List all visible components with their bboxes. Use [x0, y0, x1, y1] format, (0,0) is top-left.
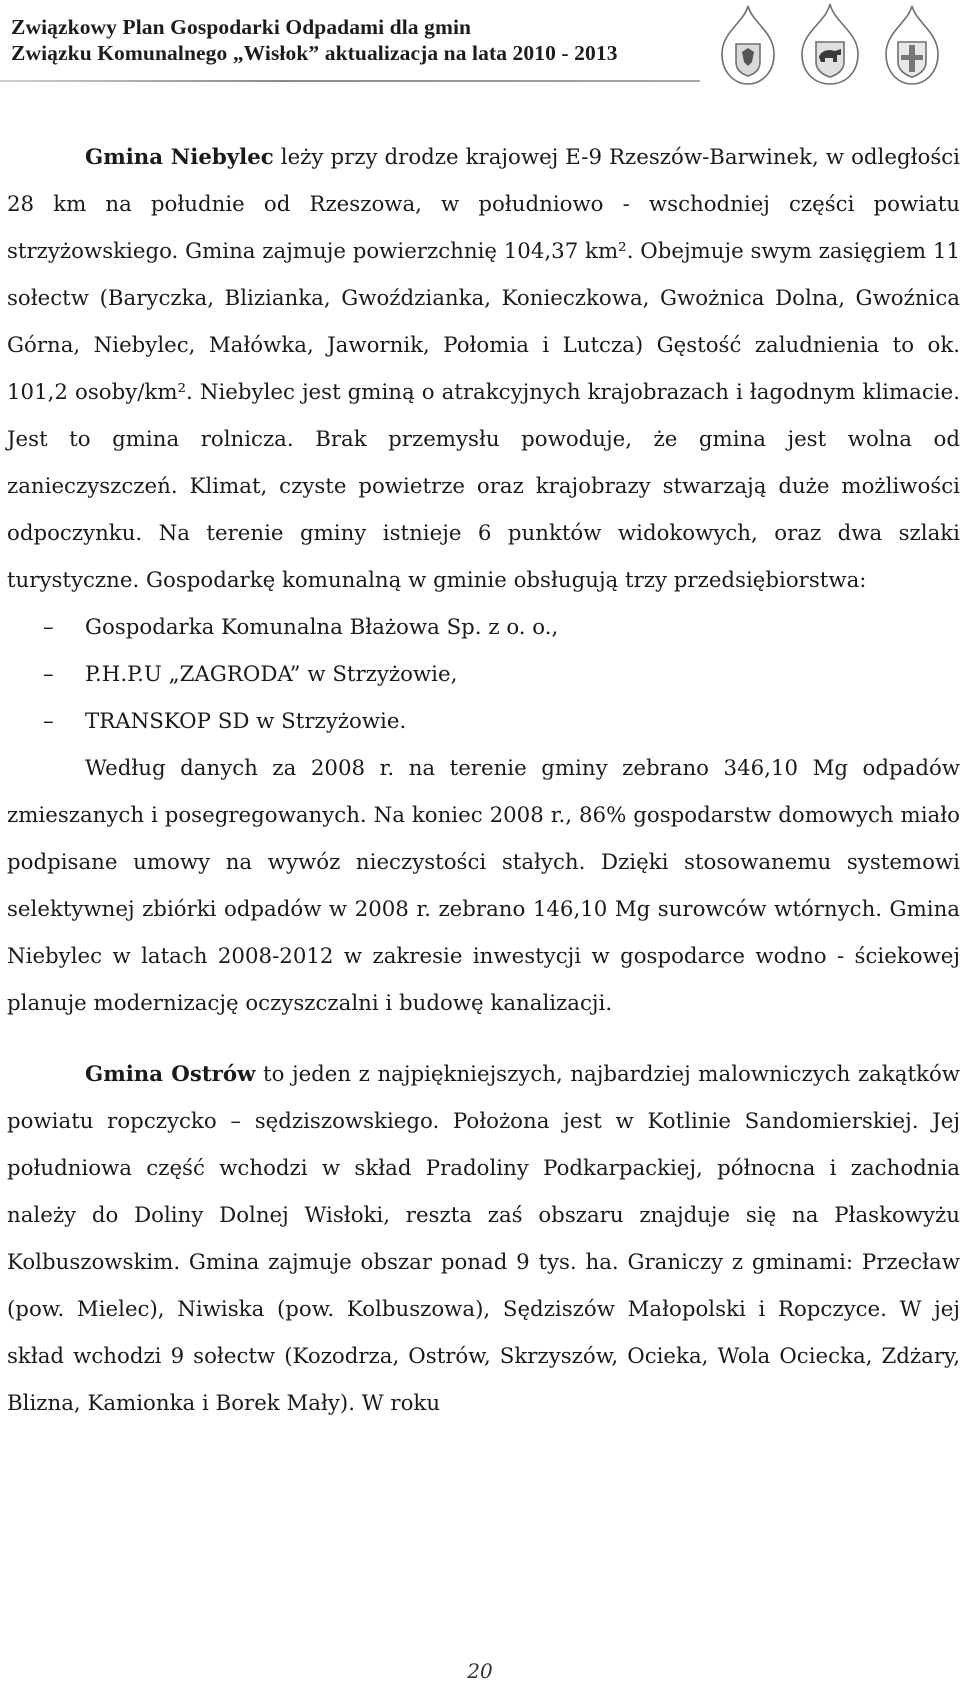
- paragraph-ostrow: [7, 1051, 960, 1427]
- paragraph-niebylec: [7, 134, 960, 604]
- document-body: [7, 134, 960, 1427]
- title-line-1: Związkowy Plan Gospodarki Odpadami dla gmin: [11, 15, 472, 39]
- ostrow-text: to jeden z najpiękniejszych, najbardziej malowniczych zakątków powiatu ropczycko – sędziszowskiego. Położona jest w Kotlinie Sandomierskiej. Jej południowa część wchodzi w skład Pradoliny Podkarpackiej, północna i zachodnia należy do Doliny Dolnej Wisłoki, reszta zaś obszaru znajduje się na Płaskowyżu Kolbuszowskim. Gmina zajmuje obszar ponad 9 tys. ha. Graniczy z gminami: Przecław (pow. Mielec), Niwiska (pow. Kolbuszowa), Sędziszów Małopolski i Ropczyce. W jej skład wchodzi 9 sołectw (Kozodrza, Ostrów, Skrzyszów, Ocieka, Wola Ociecka, Zdżary, Blizna, Kamionka i Borek Mały). W roku: [7, 1062, 960, 1416]
- dash-bullet: –: [43, 615, 54, 640]
- page-header: [0, 0, 960, 92]
- list-item: – TRANSKOP SD w Strzyżowie.: [7, 698, 960, 745]
- document-title: [11, 14, 618, 66]
- coat-of-arms-cross-icon: [886, 6, 938, 84]
- paragraph-gap: [7, 1027, 960, 1051]
- coat-of-arms-bear-icon: [802, 4, 858, 84]
- paragraph-niebylec-waste: [7, 745, 960, 1027]
- list-item: – Gospodarka Komunalna Błażowa Sp. z o. o.,: [7, 604, 960, 651]
- dash-bullet: –: [43, 709, 54, 734]
- companies-list: [7, 604, 960, 745]
- gmina-niebylec-heading: Gmina Niebylec: [85, 145, 274, 170]
- page-number: 20: [467, 1659, 493, 1683]
- list-item: – P.H.P.U „ZAGRODA” w Strzyżowie,: [7, 651, 960, 698]
- niebylec-waste-text: Według danych za 2008 r. na terenie gminy zebrano 346,10 Mg odpadów zmieszanych i posegregowanych. Na koniec 2008 r., 86% gospodarstw domowych miało podpisane umowy na wywóz nieczystości stałych. Dzięki stosowanemu systemowi selektywnej zbiórki odpadów w 2008 r. zebrano 146,10 Mg surowców wtórnych. Gmina Niebylec w latach 2008-2012 w zakresie inwestycji w gospodarce wodno - ściekowej planuje modernizację oczyszczalni i budowę kanalizacji.: [7, 756, 960, 1016]
- dash-bullet: –: [43, 662, 54, 687]
- niebylec-text: leży przy drodze krajowej E-9 Rzeszów-Barwinek, w odległości 28 km na południe od Rzeszowa, w południowo - wschodniej części powiatu strzyżowskiego. Gmina zajmuje powierzchnię 104,37 km². Obejmuje swym zasięgiem 11 sołectw (Baryczka, Blizianka, Gwoździanka, Konieczkowa, Gwożnica Dolna, Gwoźnica Górna, Niebylec, Małówka, Jawornik, Połomia i Lutcza) Gęstość zaludnienia to ok. 101,2 osoby/km². Niebylec jest gminą o atrakcyjnych krajobrazach i łagodnym klimacie. Jest to gmina rolnicza. Brak przemysłu powoduje, że gmina jest wolna od zanieczyszczeń. Klimat, czyste powietrze oraz krajobrazy stwarzają duże możliwości odpoczynku. Na terenie gminy istnieje 6 punktów widokowych, oraz dwa szlaki turystyczne. Gospodarkę komunalną w gminie obsługują trzy przedsiębiorstwa:: [7, 145, 960, 593]
- coat-of-arms-eagle-icon: [722, 6, 774, 84]
- title-line-2: Związku Komunalnego „Wisłok” aktualizacja na lata 2010 - 2013: [11, 41, 618, 65]
- header-logos: [700, 2, 960, 88]
- header-divider: [0, 80, 700, 82]
- gmina-ostrow-heading: Gmina Ostrów: [85, 1062, 256, 1087]
